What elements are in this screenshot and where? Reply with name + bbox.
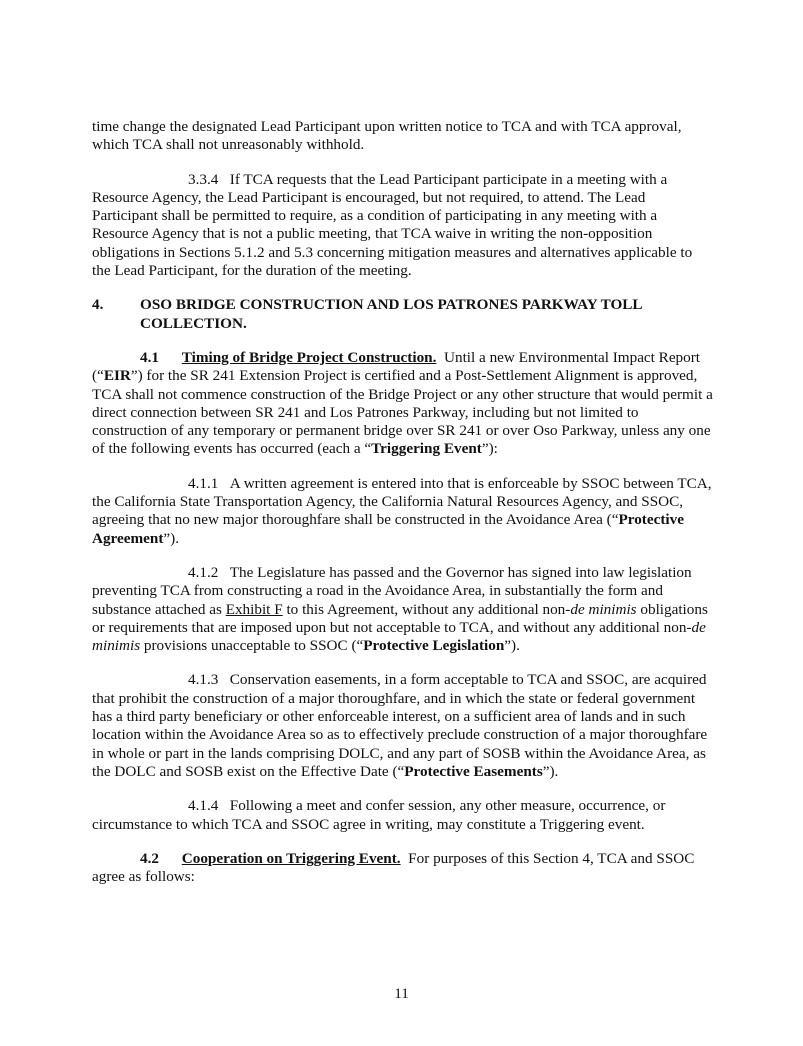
section-number: 4.1 bbox=[140, 348, 159, 366]
section-number: 4.1.2 bbox=[188, 563, 219, 581]
paragraph-4-1-2: 4.1.2 The Legislature has passed and the Governor has signed into law legislation preventing TCA from constructing a road in the Avoidance Area, in substantially the form and substance attached as Exhibit F to this Agreement, without any additional non-de minimis obligations or requirements that are imposed upon but not acceptable to TCA, and without any additional non-de minimis provisions unacceptable to SSOC (“Protective Legislation”). bbox=[92, 563, 708, 655]
paragraph-text: For purposes of this Section 4, TCA and SSOC agree as follows: bbox=[92, 849, 695, 886]
section-title: OSO BRIDGE CONSTRUCTION AND LOS PATRONES PARKWAY TOLL COLLECTION. bbox=[140, 296, 642, 332]
defined-term-eir: EIR bbox=[103, 367, 131, 385]
paragraph-intro: time change the designated Lead Participant upon written notice to TCA and with TCA approval, which TCA shall not unreasonably withhold. bbox=[92, 118, 682, 154]
defined-term-triggering-event: Triggering Event bbox=[371, 440, 482, 458]
section-number: 4.1.1 bbox=[188, 474, 219, 492]
paragraph-4-2 bbox=[92, 850, 714, 887]
section-number: 4. bbox=[92, 296, 104, 314]
defined-term-protective-agreement: Protective Agreement bbox=[92, 511, 684, 547]
section-heading: Cooperation on Triggering Event. bbox=[181, 849, 401, 867]
section-number: 4.2 bbox=[140, 849, 159, 867]
defined-term-protective-easements: Protective Easements bbox=[404, 762, 543, 780]
paragraph-text: Following a meet and confer session, any other measure, occurrence, or circumstance to which TCA and SSOC agree in writing, may constitute a Triggering event. bbox=[92, 797, 666, 833]
defined-term-protective-legislation: Protective Legislation bbox=[363, 637, 505, 655]
section-heading: Timing of Bridge Project Construction. bbox=[181, 348, 437, 366]
paragraph-4-1-1: 4.1.1 A written agreement is entered into that is enforceable by SSOC between TCA, the California State Transportation Agency, the California Natural Resources Agency, and SSOC, agreeing that no new major thoroughfare shall be constructed in the Avoidance Area (“Protective Agreement”). bbox=[92, 474, 712, 547]
document-page bbox=[92, 118, 714, 902]
paragraph-4-1-4 bbox=[92, 797, 714, 834]
section-number: 3.3.4 bbox=[188, 170, 219, 188]
section-4-heading bbox=[92, 296, 714, 333]
section-number: 4.1.4 bbox=[188, 797, 219, 815]
paragraph-4-1-3: 4.1.3 Conservation easements, in a form acceptable to TCA and SSOC, are acquired that prohibit the construction of a major thoroughfare, and in which the state or federal government has a third party beneficiary or other enforceable interest, on a sufficient area of lands and in such location within the Avoidance Area so as to effectively preclude construction of a major thoroughfare in whole or part in the lands comprising DOLC, and any part of SOSB within the Avoidance Area, as the DOLC and SOSB exist on the Effective Date (“Protective Easements”). bbox=[92, 671, 708, 780]
paragraph-3-3-4 bbox=[92, 171, 714, 281]
exhibit-f-reference: Exhibit F bbox=[225, 600, 283, 618]
paragraph-4-1: 4.1 Timing of Bridge Project Construction. Until a new Environmental Impact Report (“EIR”) for the SR 241 Extension Project is certified and a Post-Settlement Alignment is approved, TCA shall not commence construction of the Bridge Project or any other structure that would permit a direct connection between SR 241 and Los Patrones Parkway, including but not limited to construction of any temporary or permanent bridge over SR 241 or over Oso Parkway, unless any one of the following events has occurred (each a “Triggering Event”): bbox=[92, 348, 713, 458]
section-number: 4.1.3 bbox=[188, 671, 219, 689]
paragraph-text: If TCA requests that the Lead Participant participate in a meeting with a Resource Agency, the Lead Participant is encouraged, but not required, to attend. The Lead Participant shall be permitted to require, as a condition of participating in any meeting with a Resource Agency that is not a public meeting, that TCA waive in writing the non-opposition obligations in Sections 5.1.2 and 5.3 concerning mitigation measures and alternatives applicable to the Lead Participant, for the duration of the meeting. bbox=[92, 170, 693, 280]
page-number: 11 bbox=[394, 985, 409, 1002]
